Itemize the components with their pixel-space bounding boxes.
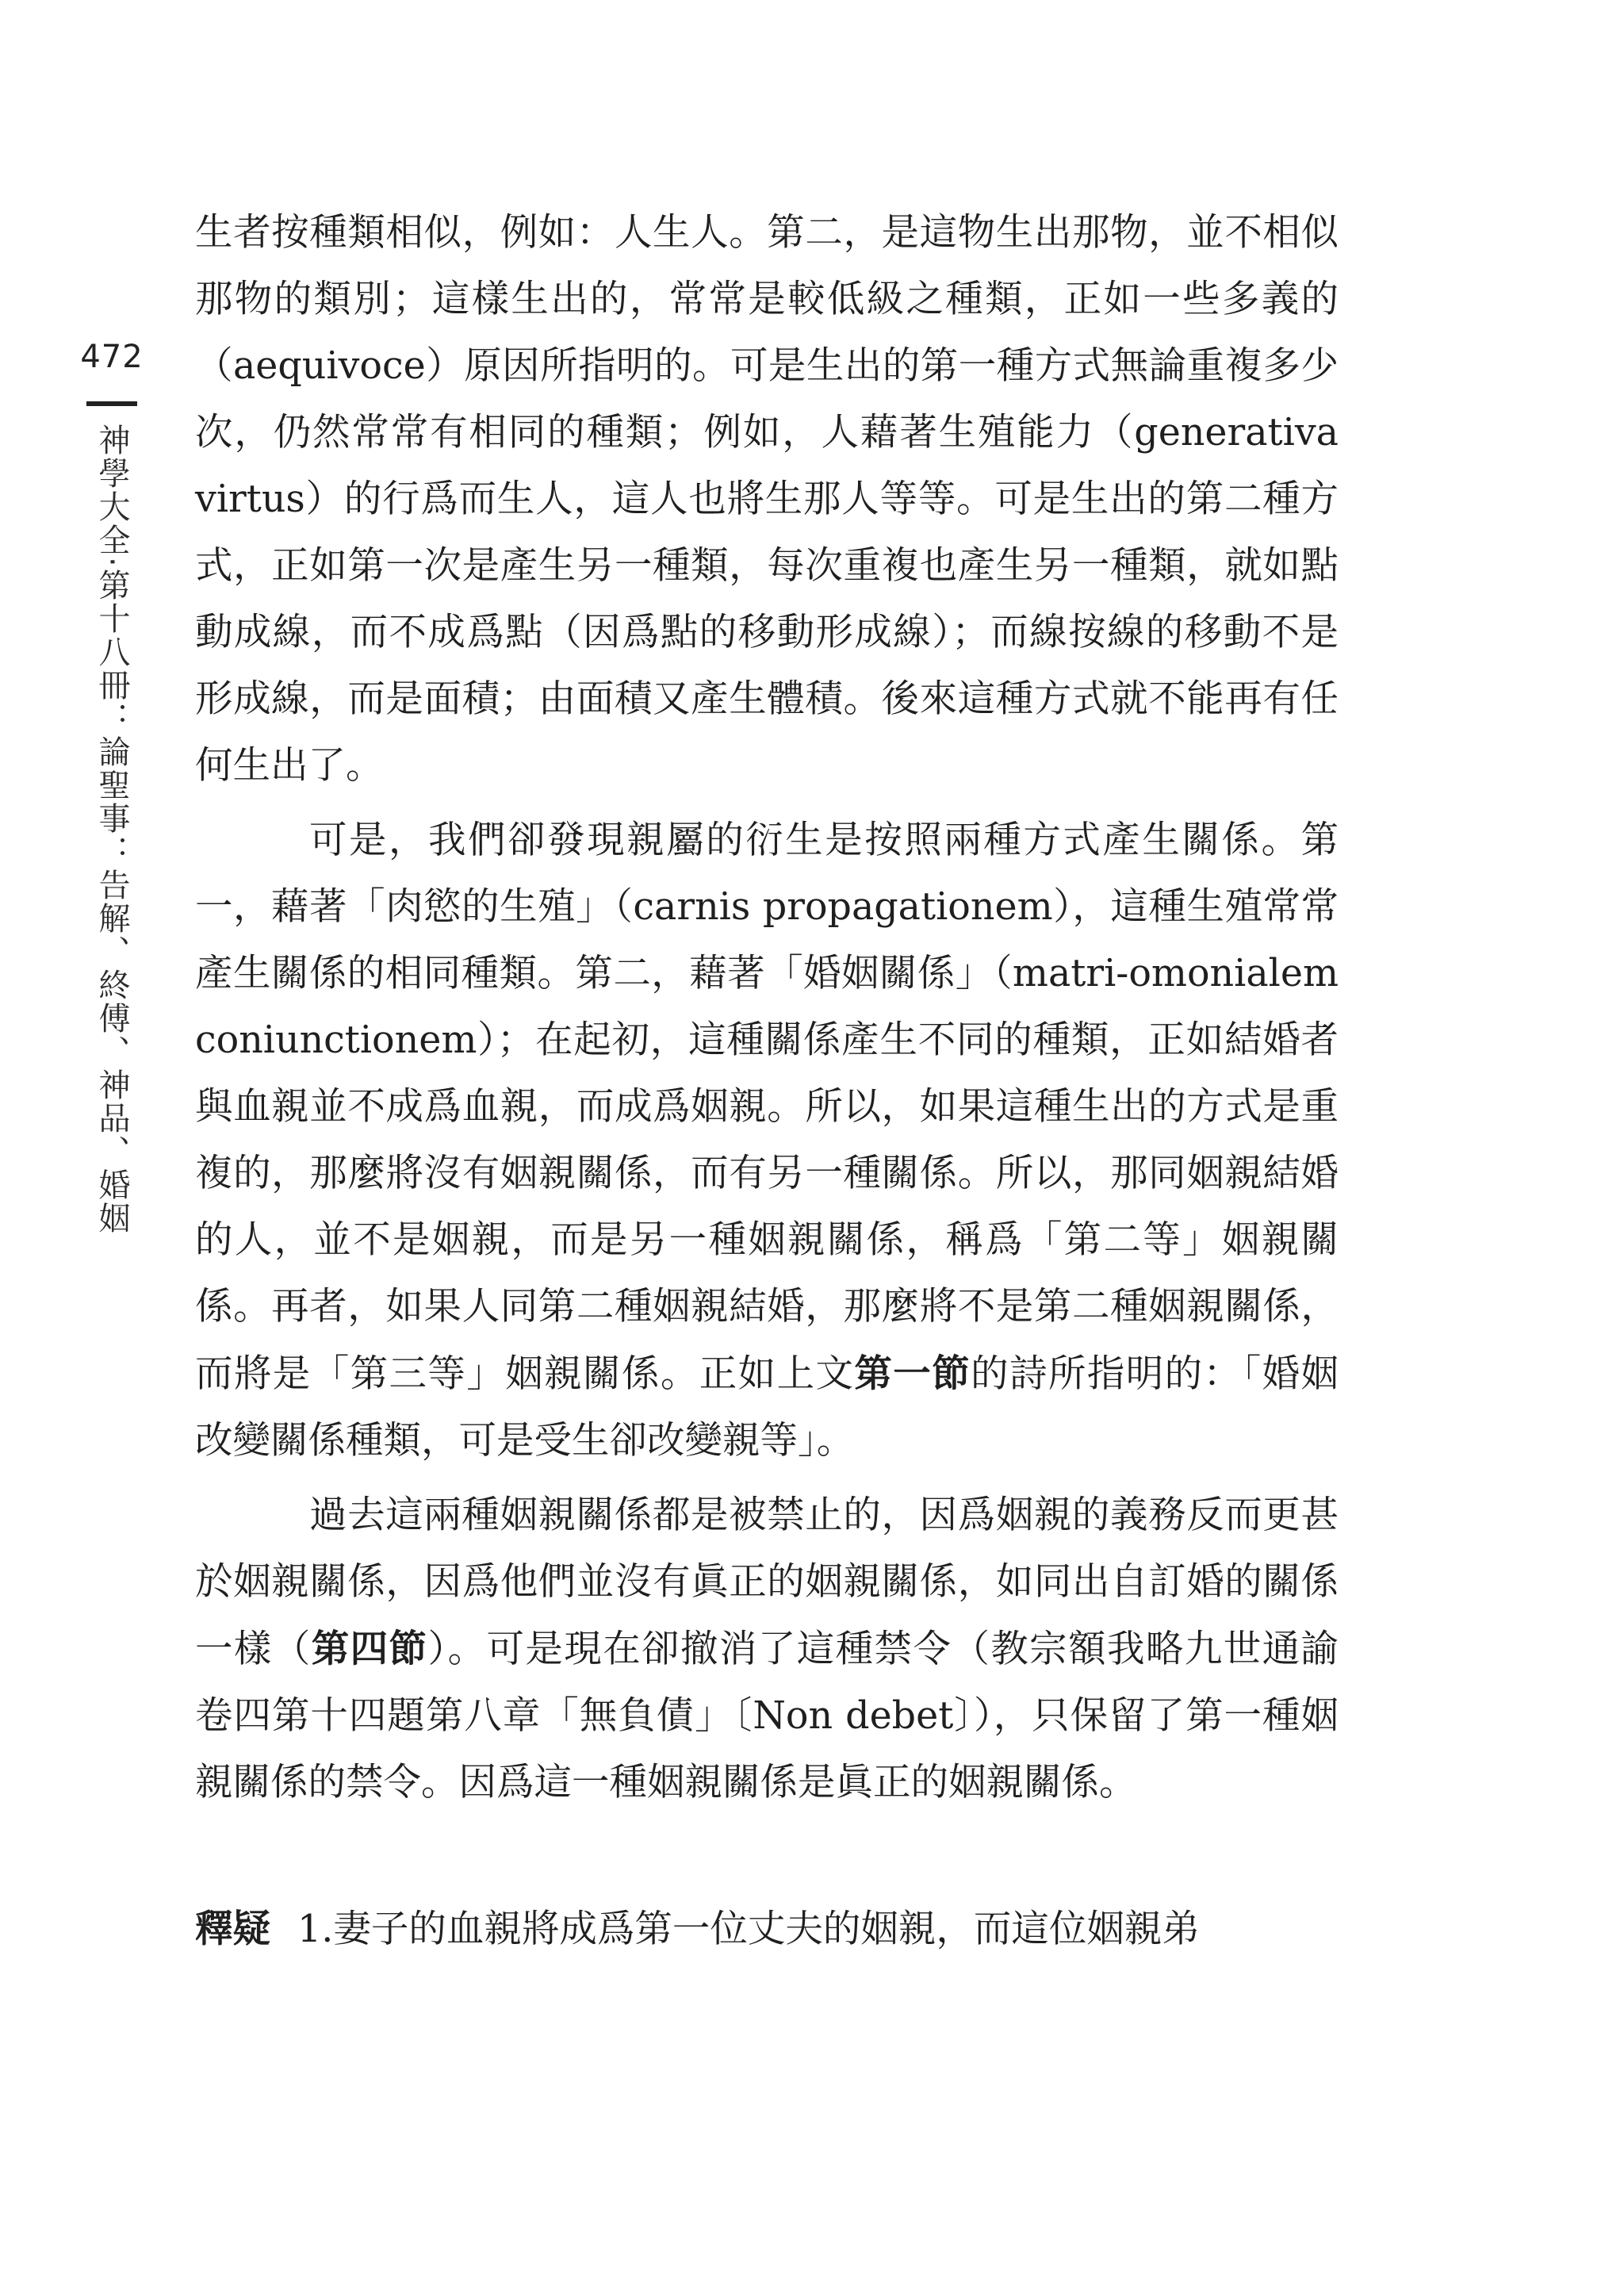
paragraph-1-text: 生者按種類相似，例如：人生人。第二，是這物生出那物，並不相似那物的類別；這樣生出的，常常是較低級之種類，正如一些多義的（aequivoce）原因所指明的。可是生出的第一種方式無論重複多少次，仍然常常有相同的種類；例如，人藉著生殖能力（generativa virtus）的行爲而生人，這人也將生那人等等。可是生出的第二種方式，正如第一次是產生另一種類，每次重複也產生另一種類，就如點動成線，而不成爲點（因爲點的移動形成線）；而線按線的移動不是形成線，而是面積；由面積又產生體積。後來這種方式就不能再有任何生出了。 (195, 211, 1339, 788)
section-reference-1: 第一節 (854, 1352, 971, 1396)
reply-heading: 釋疑 (195, 1907, 270, 1951)
section-reference-4: 第四節 (311, 1627, 428, 1671)
paragraph-1 (195, 200, 1339, 799)
margin-column (76, 341, 147, 1455)
reply-text: 1.妻子的血親將成爲第一位丈夫的姻親，而這位姻親弟 (297, 1908, 1200, 1951)
paragraph-2-text-a: 可是，我們卻發現親屬的衍生是按照兩種方式產生關係。第一，藉著「肉慾的生殖」（carnis propagationem），這種生殖常常產生關係的相同種類。第二，藉著「婚姻關係」（matri-omonialem coniunctionem）；在起初，這種關係產生不同的種類，正如結婚者與血親並不成爲血親，而成爲姻親。所以，如果這種生出的方式是重複的，那麼將沒有姻親關係，而有另一種關係。所以，那同姻親結婚的人，並不是姻親，而是另一種姻親關係，稱爲「第二等」姻親關係。再者，如果人同第二種姻親結婚，那麼將不是第二種姻親關係，而將是「第三等」姻親關係。正如上文 (195, 819, 1339, 1396)
paragraph-3-text-b: ）。可是現在卻撤消了這種禁令（教宗額我略九世通諭卷四第十四題第八章「無負債」〔Non debet〕），只保留了第一種姻親關係的禁令。因爲這一種姻親關係是眞正的姻親關係。 (195, 1628, 1339, 1804)
reply-objections (195, 1896, 1339, 1963)
running-title-rule (86, 401, 137, 406)
paragraph-3-text-a: 過去這兩種姻親關係都是被禁止的，因爲姻親的義務反而更甚於姻親關係，因爲他們並沒有眞正的姻親關係，如同出自訂婚的關係一樣（ (195, 1494, 1339, 1671)
paragraph-2-text-b: 的詩所指明的：「婚姻改變關係種類，可是受生卻改變親等」。 (195, 1352, 1339, 1463)
page-number: 472 (80, 339, 144, 375)
body-text (195, 200, 1339, 1963)
paragraph-3 (195, 1482, 1339, 1816)
running-title: 神學大全·第十八冊：論聖事：告解、終傅、神品、婚姻 (94, 424, 130, 1235)
paragraph-2 (195, 807, 1339, 1474)
